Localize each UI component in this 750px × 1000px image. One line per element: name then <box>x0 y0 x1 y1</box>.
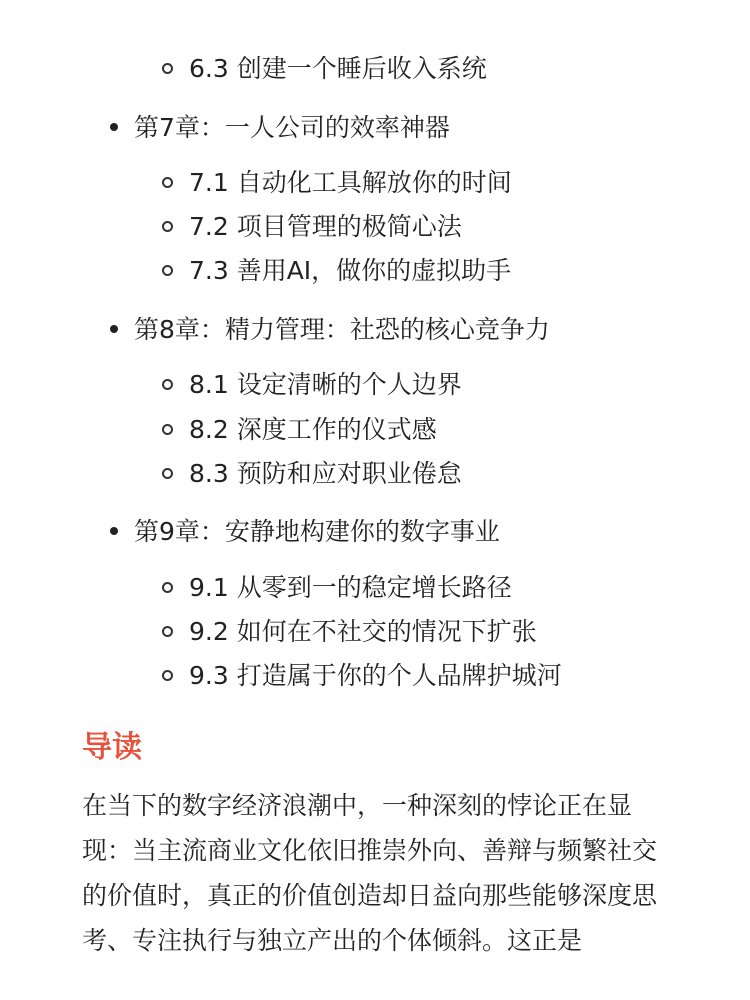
toc-item: 7.1 自动化工具解放你的时间 <box>162 166 512 200</box>
hollow-circle-bullet-icon <box>162 177 173 188</box>
intro-paragraph: 在当下的数字经济浪潮中，一种深刻的悖论正在显现：当主流商业文化依旧推崇外向、善辩与频繁社交的价值时，真正的价值创造却日益向那些能够深度思考、专注执行与独立产出的个体倾斜。这正是 <box>82 791 658 955</box>
hollow-circle-bullet-icon <box>162 626 173 637</box>
hollow-circle-bullet-icon <box>162 221 173 232</box>
hollow-circle-bullet-icon <box>162 670 173 681</box>
toc-item: 9.3 打造属于你的个人品牌护城河 <box>162 659 562 693</box>
toc-item: 9.1 从零到一的稳定增长路径 <box>162 571 512 605</box>
filled-dot-bullet-icon <box>110 123 118 131</box>
section-heading: 导读 <box>82 730 142 765</box>
hollow-circle-bullet-icon <box>162 379 173 390</box>
toc-item: 7.3 善用AI，做你的虚拟助手 <box>162 254 511 288</box>
hollow-circle-bullet-icon <box>162 63 173 74</box>
toc-chapter: 第7章：一人公司的效率神器 <box>110 111 450 145</box>
hollow-circle-bullet-icon <box>162 424 173 435</box>
toc-item: 6.3 创建一个睡后收入系统 <box>162 52 487 86</box>
toc-item: 8.3 预防和应对职业倦怠 <box>162 457 462 491</box>
hollow-circle-bullet-icon <box>162 582 173 593</box>
toc-item: 8.2 深度工作的仪式感 <box>162 413 437 447</box>
hollow-circle-bullet-icon <box>162 468 173 479</box>
toc-item: 8.1 设定清晰的个人边界 <box>162 368 462 402</box>
toc-item: 7.2 项目管理的极简心法 <box>162 210 462 244</box>
filled-dot-bullet-icon <box>110 325 118 333</box>
filled-dot-bullet-icon <box>110 527 118 535</box>
toc-item: 9.2 如何在不社交的情况下扩张 <box>162 615 537 649</box>
toc-chapter: 第9章：安静地构建你的数字事业 <box>110 515 500 549</box>
toc-chapter: 第8章：精力管理：社恐的核心竞争力 <box>110 313 550 347</box>
hollow-circle-bullet-icon <box>162 265 173 276</box>
